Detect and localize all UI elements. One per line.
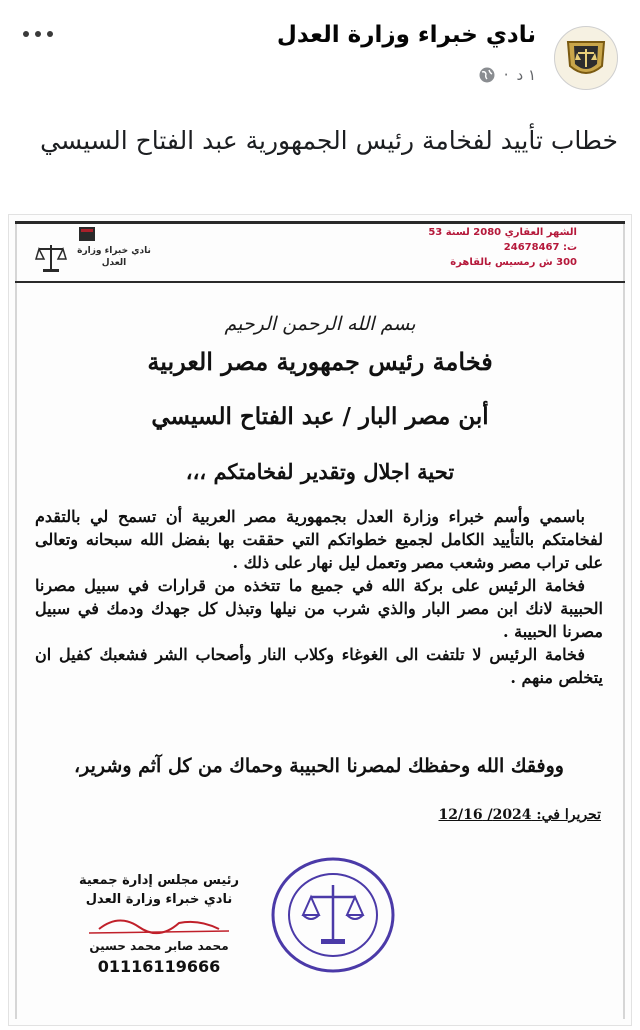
page-name[interactable]: نادي خبراء وزارة العدل [276,22,536,48]
letter-body [35,505,603,689]
dot-icon [35,31,41,37]
signature [59,909,259,939]
signature-title: رئيس مجلس إدارة جمعية [78,873,240,888]
letter-recipient-name: أبن مصر البار / عبد الفتاح السيسي [151,403,489,430]
official-stamp-icon [267,853,399,977]
club-logo-icon [560,32,612,84]
letter-closing: ووفقك الله وحفظك لمصرنا الحبيبة وحماك من كل آثم وشرير، [74,755,564,777]
letterhead-logo [35,225,155,279]
signature-block [59,871,259,976]
letter-greeting: تحية اجلال وتقدير لفخامتكم ،،، [185,459,455,484]
dot-icon [23,31,29,37]
post-time[interactable]: ١ د [516,66,536,84]
letter-addressee: فخامة رئيس جمهورية مصر العربية [147,347,493,376]
post-caption: خطاب تأييد لفخامة رئيس الجمهورية عبد الفتاح السيسي [40,126,618,155]
basmala: بسم الله الرحمن الرحيم [224,313,416,335]
letterhead-club-name: نادي خبراء وزارة العدل [77,246,151,268]
page-avatar[interactable] [554,26,618,90]
globe-icon [478,66,496,84]
post-header [0,0,640,110]
signature-title: نادي خبراء وزارة العدل [85,892,233,907]
more-options-button[interactable] [16,20,60,48]
letterhead-contact: الشهر العقاري 2080 لسنة 53 ت: 24678467 300 ش رمسيس بالقاهرة [428,227,577,268]
signature-phone: 01116119666 [97,957,221,976]
letter-paragraph: باسمي وأسم خبراء وزارة العدل بجمهورية مصر العربية أن تسمح لي بالتقدم لفخامتكم بالتأييد الكامل لجميع خطواتكم التي حققت بها بفضل الله سبحانه وتعالى على تراب مصر وشعب مصر وتعمل ليل نهار على ذلك . [35,507,603,572]
handwritten-signature-icon [59,909,259,939]
letter-date: تحريرا في: 2024/ 12/16 [438,807,601,823]
letter-paragraph: فخامة الرئيس على بركة الله في جميع ما تتخذه من قرارات في سبيل مصرنا الحبيبة لانك ابن مصر البار والذي شرب من نيلها وتبذل كل جهدك ودمك في سبيل مصرنا الحبيبة . [35,576,603,641]
letterhead-divider [15,281,625,283]
post-meta: ١ د · [478,66,536,84]
letter-image[interactable] [8,214,632,1026]
letter-paragraph: فخامة الرئيس لا تلتفت الى الغوغاء وكلاب النار وأصحاب الشر فشعبك كفيل ان يتخلص منهم . [35,645,603,687]
letterhead-border [15,221,625,224]
dot-icon [47,31,53,37]
signature-name: محمد صابر محمد حسين [89,939,229,953]
